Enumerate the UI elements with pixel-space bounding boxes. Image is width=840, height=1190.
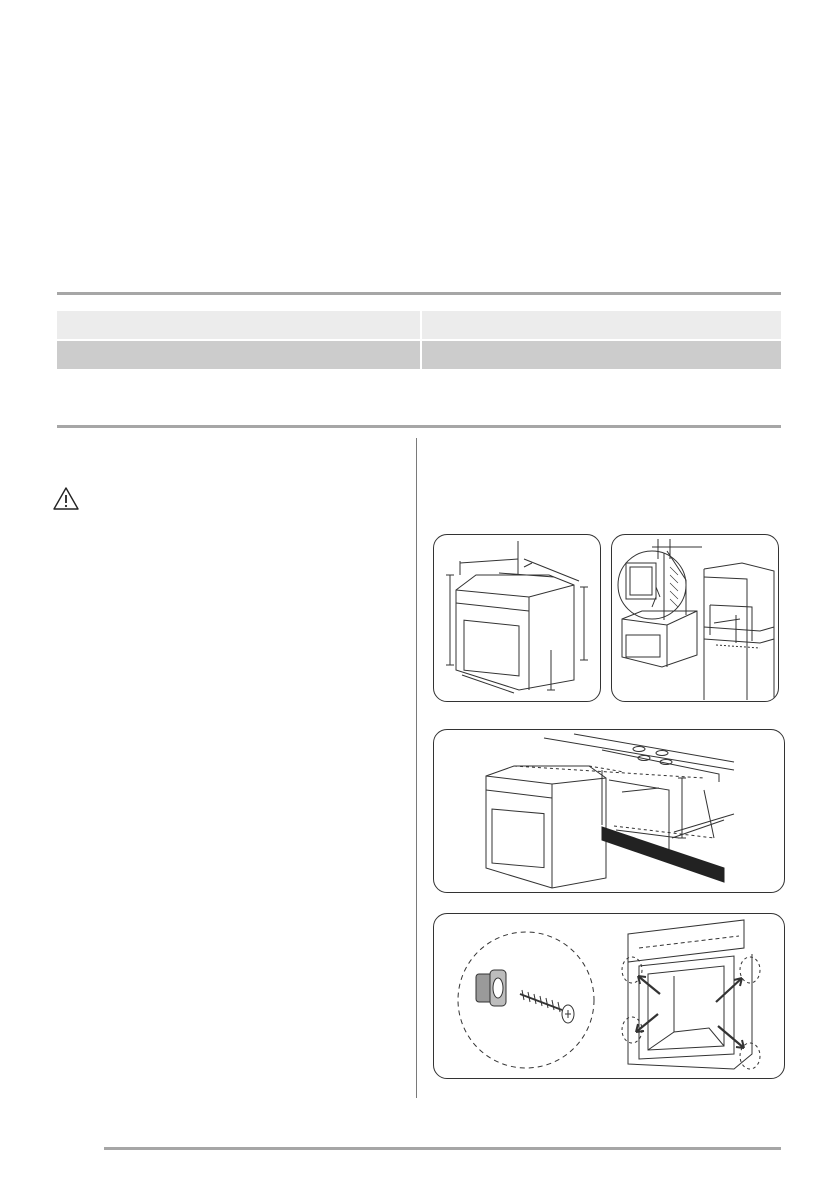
table-header-cell [420,311,783,339]
table-header-row [57,311,781,339]
footer-rule [104,1147,781,1150]
table-row [57,341,781,369]
table-cell [420,341,783,369]
table-header-cell [57,311,418,339]
section-rule-installation [57,425,781,428]
section-rule-top [57,292,781,295]
figure-oven-dimensions [433,534,601,702]
warning-triangle-icon [52,486,80,512]
column-divider [416,438,417,1098]
figure-column-installation [611,534,779,702]
figure-under-counter-installation [433,729,785,893]
table-cell [57,341,418,369]
figure-securing-screws [433,913,785,1079]
